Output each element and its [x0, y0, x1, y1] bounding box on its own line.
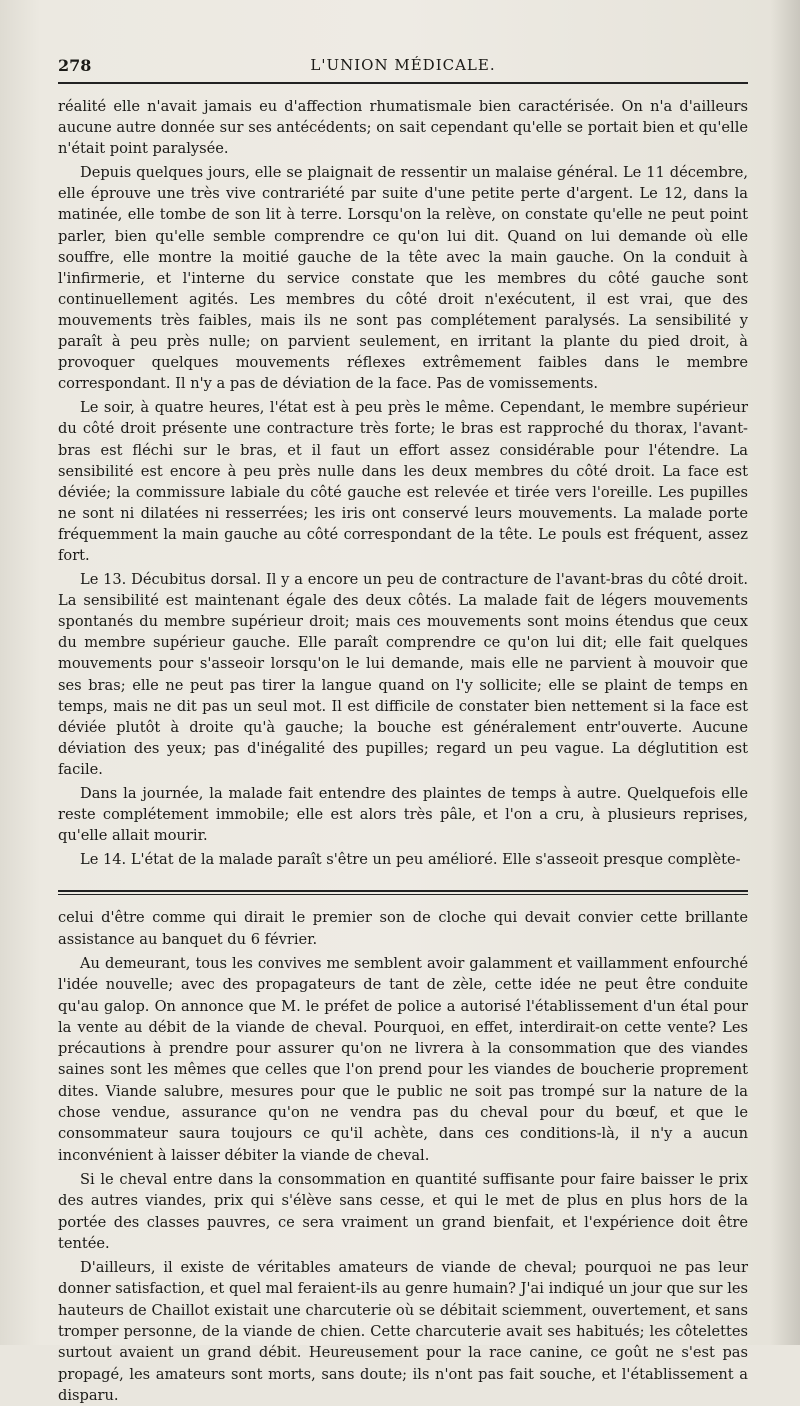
page-number: 278: [58, 56, 92, 75]
upper-article: [58, 96, 748, 870]
paragraph: Depuis quelques jours, elle se plaignait de ressentir un malaise général. Le 11 décembre, elle éprouve une très vive contrariété par suite d'une petite perte d'argent. Le 12, dans la matinée, elle tombe de son lit à terre. Lorsqu'on la relève, on constate qu'elle ne peut point parler, bien qu'elle semble comprendre ce qu'on lui dit. Quand on lui demande où elle souffre, elle montre la moitié gauche de la tête avec la main gauche. On la conduit à l'infirmerie, et l'interne du service constate que les membres du côté gauche sont continuellement agités. Les membres du côté droit n'exécutent, il est vrai, que des mouvements très faibles, mais ils ne sont pas complétement paralysés. La sensibilité y paraît à peu près nulle; on parvient seulement, en irritant la plante du pied droit, à provoquer quelques mouvements réflexes extrêmement faibles dans le membre correspondant. Il n'y a pas de déviation de la face. Pas de vomissements.: [58, 164, 748, 393]
paragraph: Au demeurant, tous les convives me semblent avoir galamment et vaillamment enfourché l'idée nouvelle; avec des propagateurs de tant de zèle, cette idée ne peut être conduite qu'au galop. On annonce que M. le préfet de police a autorisé l'établissement d'un étal pour la vente au débit de la viande de cheval. Pourquoi, en effet, interdirait-on cette vente? Les précautions à prendre pour assurer qu'on ne livrera à la consommation que des viandes saines sont les mêmes que celles que l'on prend pour les viandes de boucherie proprement dites. Viande salubre, mesures pour que le public ne soit pas trompé sur la nature de la chose vendue, assurance qu'on ne vendra pas du cheval pour du bœuf, et que le consommateur saura toujours ce qu'il achète, dans ces conditions-là, il n'y a aucun inconvénient à laisser débiter la viande de cheval.: [58, 954, 748, 1164]
journal-title: L'UNION MÉDICALE.: [310, 56, 496, 74]
paragraph: Si le cheval entre dans la consommation en quantité suffisante pour faire baisser le prix des autres viandes, prix qui s'élève sans cesse, et qui le met de plus en plus hors de la portée des classes pauvres, ce sera vraiment un grand bienfait, et l'expérience doit être tentée.: [58, 1170, 748, 1252]
section-divider: [58, 890, 748, 895]
lower-article: [58, 907, 748, 1406]
paragraph: celui d'être comme qui dirait le premier son de cloche qui devait convier cette brillante assistance au banquet du 6 février.: [58, 909, 748, 948]
paragraph: Le soir, à quatre heures, l'état est à peu près le même. Cependant, le membre supérieur du côté droit présente une contracture très forte; le bras est rapproché du thorax, l'avant-bras est fléchi sur le bras, et il faut un effort assez considérable pour l'étendre. La sensibilité est encore à peu près nulle dans les deux membres du côté droit. La face est déviée; la commissure labiale du côté gauche est relevée et tirée vers l'oreille. Les pupilles ne sont ni dilatées ni resserrées; les iris ont conservé leurs mouvements. La malade porte fréquemment la main gauche au côté correspondant de la tête. Le pouls est fréquent, assez fort.: [58, 399, 748, 564]
page-header: [58, 48, 748, 84]
paragraph: Le 13. Décubitus dorsal. Il y a encore un peu de contracture de l'avant-bras du côté droit. La sensibilité est maintenant égale des deux côtés. La malade fait de légers mouvements spontanés du membre supérieur droit; mais ces mouvements sont moins étendus que ceux du membre supérieur gauche. Elle paraît comprendre ce qu'on lui dit; elle fait quelques mouvements pour s'asseoir lorsqu'on le lui demande, mais elle ne parvient à mouvoir que ses bras; elle ne peut pas tirer la langue quand on l'y sollicite; elle se plaint de temps en temps, mais ne dit pas un seul mot. Il est difficile de constater bien nettement si la face est déviée plutôt à droite qu'à gauche; la bouche est généralement entr'ouverte. Aucune déviation des yeux; pas d'inégalité des pupilles; regard un peu vague. La déglutition est facile.: [58, 571, 748, 778]
paragraph: Dans la journée, la malade fait entendre des plaintes de temps à autre. Quelquefois elle reste complétement immobile; elle est alors très pâle, et l'on a cru, à plusieurs reprises, qu'elle allait mourir.: [58, 785, 748, 845]
paragraph: réalité elle n'avait jamais eu d'affection rhumatismale bien caractérisée. On n'a d'ailleurs aucune autre donnée sur ses antécédents; on sait cependant qu'elle se portait bien et qu'elle n'était point paralysée.: [58, 98, 748, 158]
paragraph: D'ailleurs, il existe de véritables amateurs de viande de cheval; pourquoi ne pas leur donner satisfaction, et quel mal feraient-ils au genre humain? J'ai indiqué un jour que sur les hauteurs de Chaillot existait une charcuterie où se débitait sciemment, ouvertement, et sans tromper personne, de la viande de chien. Cette charcuterie avait ses habitués; les côtelettes surtout avaient un grand débit. Heureusement pour la race canine, ce goût ne s'est pas propagé, les amateurs sont morts, sans doute; ils n'ont pas fait souche, et l'établissement a disparu.: [58, 1259, 748, 1404]
paragraph: Le 14. L'état de la malade paraît s'être un peu amélioré. Elle s'asseoit presque complète-: [80, 851, 741, 869]
